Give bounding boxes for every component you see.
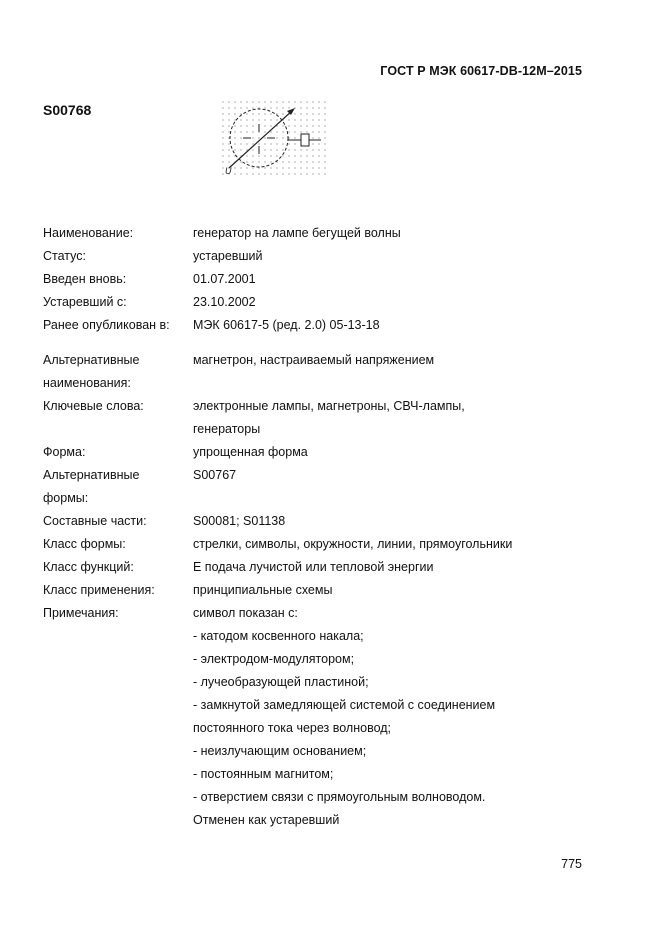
grid-dot: [234, 107, 235, 108]
label-keywords: Ключевые слова:: [43, 399, 144, 413]
grid-dot: [318, 161, 319, 162]
grid-dot: [240, 119, 241, 120]
grid-dot: [282, 149, 283, 150]
grid-dot: [318, 143, 319, 144]
grid-dot: [294, 113, 295, 114]
grid-dot: [240, 173, 241, 174]
grid-dot: [294, 131, 295, 132]
grid-dot: [306, 167, 307, 168]
label-name: Наименование:: [43, 226, 134, 240]
label-alt-names: [43, 349, 193, 395]
grid-dot: [258, 137, 259, 138]
grid-dot: [264, 107, 265, 108]
grid-dot: [294, 155, 295, 156]
grid-dot: [276, 137, 277, 138]
grid-dot: [288, 155, 289, 156]
grid-dot: [246, 173, 247, 174]
grid-dot: [288, 125, 289, 126]
notes-line: - замкнутой замедляющей системой с соединением: [193, 698, 496, 712]
grid-dot: [228, 113, 229, 114]
grid-dot: [240, 143, 241, 144]
grid-dot: [288, 101, 289, 102]
grid-dot: [228, 101, 229, 102]
waveguide-rect: [301, 134, 309, 146]
grid-dot: [282, 137, 283, 138]
grid-dot: [318, 119, 319, 120]
grid-dot: [270, 143, 271, 144]
grid-dot: [282, 107, 283, 108]
grid-dot: [222, 119, 223, 120]
grid-dot: [288, 167, 289, 168]
label-form-class: Класс формы:: [43, 537, 126, 551]
grid-dot: [294, 137, 295, 138]
symbol-code: S00768: [43, 102, 92, 118]
grid-dot: [258, 143, 259, 144]
grid-dot: [228, 131, 229, 132]
notes-line: символ показан с:: [193, 606, 298, 620]
grid-dot: [234, 149, 235, 150]
properties-table: [43, 222, 603, 832]
notes-line: - катодом косвенного накала;: [193, 629, 364, 643]
notes-line: - постоянным магнитом;: [193, 767, 334, 781]
grid-dot: [294, 143, 295, 144]
grid-dot: [246, 113, 247, 114]
row-alt-names: [43, 349, 603, 395]
grid-dot: [288, 143, 289, 144]
grid-dot: [294, 167, 295, 168]
label-alt-forms-line-2: формы:: [43, 491, 89, 505]
label-alt-forms-line-1: Альтернативные: [43, 468, 140, 482]
grid-dot: [282, 155, 283, 156]
grid-dot: [318, 125, 319, 126]
grid-dot: [222, 155, 223, 156]
grid-dot: [240, 149, 241, 150]
grid-dot: [240, 131, 241, 132]
value-application-class: принципиальные схемы: [193, 583, 333, 597]
grid-dot: [318, 173, 319, 174]
grid-dot: [264, 125, 265, 126]
grid-dot: [258, 107, 259, 108]
grid-dot: [294, 125, 295, 126]
grid-dot: [300, 155, 301, 156]
grid-dot: [312, 161, 313, 162]
grid-dot: [324, 131, 325, 132]
grid-dot: [246, 119, 247, 120]
grid-dot: [234, 119, 235, 120]
grid-dot: [258, 173, 259, 174]
grid-dot: [288, 149, 289, 150]
grid-dot: [312, 107, 313, 108]
grid-dot: [222, 113, 223, 114]
grid-dot: [222, 101, 223, 102]
grid-dot: [276, 155, 277, 156]
grid-dot: [288, 119, 289, 120]
grid-dot: [246, 101, 247, 102]
grid-dot: [228, 119, 229, 120]
grid-dot: [264, 173, 265, 174]
grid-dot: [324, 125, 325, 126]
grid-dot: [270, 125, 271, 126]
grid-dot: [276, 143, 277, 144]
grid-dot: [312, 149, 313, 150]
grid-dot: [300, 173, 301, 174]
grid-dot: [234, 131, 235, 132]
notes-line: - электродом-модулятором;: [193, 652, 355, 666]
grid-dot: [306, 155, 307, 156]
grid-dot: [312, 119, 313, 120]
grid-dot: [306, 101, 307, 102]
grid-dot: [294, 119, 295, 120]
notes-line: - отверстием связи с прямоугольным волноводом.: [193, 790, 486, 804]
row-form-class: [43, 533, 603, 556]
grid-dot: [240, 125, 241, 126]
value-previously-published: МЭК 60617-5 (ред. 2.0) 05-13-18: [193, 318, 380, 332]
value-form: упрощенная форма: [193, 445, 308, 459]
grid-dot: [234, 101, 235, 102]
grid-dot: [276, 131, 277, 132]
grid-dot: [252, 155, 253, 156]
grid-dot: [300, 107, 301, 108]
label-notes: Примечания:: [43, 606, 119, 620]
grid-dot: [240, 101, 241, 102]
grid-dot: [312, 143, 313, 144]
grid-dot: [306, 119, 307, 120]
grid-dot: [276, 173, 277, 174]
value-keywords-line-2: генераторы: [193, 422, 261, 436]
grid-dot: [282, 173, 283, 174]
row-previously-published: [43, 314, 603, 337]
row-obsolete-since: [43, 291, 603, 314]
grid-dot: [282, 167, 283, 168]
grid-dot: [246, 167, 247, 168]
grid-dot: [300, 125, 301, 126]
grid-dot: [240, 167, 241, 168]
grid-dot: [318, 131, 319, 132]
grid-dot: [240, 107, 241, 108]
grid-dot: [222, 161, 223, 162]
grid-dot: [276, 113, 277, 114]
label-alt-forms: [43, 464, 193, 510]
grid-dot: [282, 113, 283, 114]
grid-dot: [300, 113, 301, 114]
grid-dot: [252, 149, 253, 150]
grid-dot: [300, 101, 301, 102]
grid-dot: [252, 167, 253, 168]
grid-dot: [324, 149, 325, 150]
grid-dot: [312, 131, 313, 132]
row-name: [43, 222, 603, 245]
grid-dot: [300, 119, 301, 120]
grid-dot: [252, 101, 253, 102]
grid-dot: [234, 125, 235, 126]
grid-dot: [288, 173, 289, 174]
grid-dot: [318, 107, 319, 108]
grid-dot: [246, 149, 247, 150]
grid-dot: [306, 173, 307, 174]
row-parts: [43, 510, 603, 533]
grid-dot: [258, 101, 259, 102]
grid-dot: [324, 137, 325, 138]
grid-dot: [264, 161, 265, 162]
grid-dot: [318, 101, 319, 102]
grid-dot: [222, 173, 223, 174]
grid-dot: [282, 101, 283, 102]
grid-dot: [300, 149, 301, 150]
grid-dot: [318, 113, 319, 114]
grid-dot: [318, 137, 319, 138]
grid-dot: [264, 167, 265, 168]
grid-dot: [270, 113, 271, 114]
grid-dot: [300, 161, 301, 162]
grid-dot: [258, 113, 259, 114]
label-previously-published: Ранее опубликован в:: [43, 318, 170, 332]
grid-dot: [234, 113, 235, 114]
grid-dot: [264, 137, 265, 138]
grid-dot: [288, 137, 289, 138]
grid-dot: [222, 149, 223, 150]
grid-dot: [282, 161, 283, 162]
grid-dot: [246, 131, 247, 132]
grid-dot: [312, 167, 313, 168]
row-notes: [43, 602, 603, 832]
grid-dot: [312, 125, 313, 126]
grid-dot: [294, 161, 295, 162]
grid-dot: [318, 155, 319, 156]
standard-title: ГОСТ Р МЭК 60617-DB-12M–2015: [380, 64, 582, 78]
grid-dot: [276, 107, 277, 108]
grid-dot: [324, 101, 325, 102]
grid-dot: [282, 131, 283, 132]
value-notes: [193, 602, 603, 832]
grid-dot: [246, 107, 247, 108]
grid-dot: [324, 119, 325, 120]
grid-dot: [228, 161, 229, 162]
grid-dot: [234, 173, 235, 174]
grid-dot: [228, 143, 229, 144]
grid-dot: [324, 143, 325, 144]
grid-dot: [294, 149, 295, 150]
page-number: 775: [561, 857, 582, 871]
grid-dot: [234, 137, 235, 138]
grid-dot: [282, 143, 283, 144]
value-keywords-line-1: электронные лампы, магнетроны, СВЧ-лампы,: [193, 399, 465, 413]
grid-dot: [276, 101, 277, 102]
grid-dot: [270, 155, 271, 156]
value-name: генератор на лампе бегущей волны: [193, 226, 401, 240]
grid-dot: [258, 167, 259, 168]
grid-dot: [306, 125, 307, 126]
notes-line: - лучеобразующей пластиной;: [193, 675, 369, 689]
grid-dot: [270, 107, 271, 108]
grid-dot: [222, 125, 223, 126]
grid-dot: [222, 167, 223, 168]
grid-dot: [294, 101, 295, 102]
grid-dot: [264, 119, 265, 120]
grid-dot: [270, 119, 271, 120]
grid-dot: [222, 107, 223, 108]
grid-dot: [252, 113, 253, 114]
grid-dot: [258, 119, 259, 120]
grid-dot: [270, 149, 271, 150]
grid-dot: [228, 107, 229, 108]
value-alt-forms: S00767: [193, 468, 237, 482]
grid-dot: [306, 161, 307, 162]
grid-dot: [264, 113, 265, 114]
grid-dot: [288, 107, 289, 108]
grid-dot: [294, 173, 295, 174]
grid-dot: [318, 149, 319, 150]
tuning-arrow-line: [229, 110, 293, 168]
grid-dot: [324, 161, 325, 162]
grid-dot: [222, 131, 223, 132]
grid-dot: [318, 167, 319, 168]
label-obsolete-since: Устаревший с:: [43, 295, 127, 309]
grid-dot: [222, 137, 223, 138]
grid-dot: [312, 173, 313, 174]
grid-dot: [300, 167, 301, 168]
grid-dot: [270, 161, 271, 162]
grid-dot: [246, 161, 247, 162]
row-introduced: [43, 268, 603, 291]
value-obsolete-since: 23.10.2002: [193, 295, 256, 309]
grid-dot: [258, 161, 259, 162]
grid-dot: [306, 107, 307, 108]
grid-dot: [324, 167, 325, 168]
grid-dot: [228, 155, 229, 156]
grid-dot: [246, 143, 247, 144]
grid-dot: [240, 161, 241, 162]
grid-dot: [264, 143, 265, 144]
value-alt-names: магнетрон, настраиваемый напряжением: [193, 353, 435, 367]
notes-line: Отменен как устаревший: [193, 813, 340, 827]
value-introduced: 01.07.2001: [193, 272, 256, 286]
grid-dot: [288, 161, 289, 162]
grid-dot: [270, 131, 271, 132]
row-form: [43, 441, 603, 464]
grid-dot: [252, 173, 253, 174]
grid-dot: [252, 161, 253, 162]
grid-dot: [306, 113, 307, 114]
grid-dot: [270, 101, 271, 102]
notes-line: постоянного тока через волновод;: [193, 721, 392, 735]
grid-dot: [252, 119, 253, 120]
symbol-figure: [221, 100, 327, 180]
grid-dot: [270, 173, 271, 174]
grid-dot: [252, 137, 253, 138]
value-keywords: [193, 395, 603, 441]
row-function-class: [43, 556, 603, 579]
grid-dot: [258, 155, 259, 156]
grid-dot: [300, 131, 301, 132]
label-form: Форма:: [43, 445, 86, 459]
grid-dot: [276, 167, 277, 168]
grid-dot: [324, 155, 325, 156]
grid-dot: [270, 167, 271, 168]
row-application-class: [43, 579, 603, 602]
grid-dot: [276, 149, 277, 150]
grid-dot: [252, 131, 253, 132]
grid-dot: [324, 113, 325, 114]
grid-dot: [234, 143, 235, 144]
label-alt-names-line-2: наименования:: [43, 376, 131, 390]
grid-dot: [312, 113, 313, 114]
grid-dot: [264, 101, 265, 102]
row-keywords: [43, 395, 603, 441]
notes-line: - неизлучающим основанием;: [193, 744, 367, 758]
grid-dot: [282, 125, 283, 126]
grid-dot: [240, 137, 241, 138]
grid-dot: [222, 143, 223, 144]
grid-dot: [246, 155, 247, 156]
grid-dot: [252, 107, 253, 108]
value-function-class: E подача лучистой или тепловой энергии: [193, 560, 434, 574]
grid-dot: [252, 143, 253, 144]
row-alt-forms: [43, 464, 603, 510]
grid-dot: [324, 173, 325, 174]
grid-dot: [228, 137, 229, 138]
grid-dot: [228, 125, 229, 126]
label-application-class: Класс применения:: [43, 583, 155, 597]
grid-dot: [312, 155, 313, 156]
label-introduced: Введен вновь:: [43, 272, 127, 286]
label-status: Статус:: [43, 249, 86, 263]
grid-dot: [252, 125, 253, 126]
label-parts: Составные части:: [43, 514, 147, 528]
grid-dot: [312, 101, 313, 102]
label-alt-names-line-1: Альтернативные: [43, 353, 140, 367]
grid-dot: [276, 119, 277, 120]
value-parts: S00081; S01138: [193, 514, 286, 528]
grid-dot: [288, 131, 289, 132]
grid-dot: [264, 131, 265, 132]
grid-dot: [264, 149, 265, 150]
figure-label-u: U: [225, 166, 232, 176]
value-status: устаревший: [193, 249, 263, 263]
grid-dot: [234, 167, 235, 168]
value-form-class: стрелки, символы, окружности, линии, прямоугольники: [193, 537, 513, 551]
grid-dot: [324, 107, 325, 108]
label-function-class: Класс функций:: [43, 560, 134, 574]
grid-dot: [228, 149, 229, 150]
grid-dot: [246, 125, 247, 126]
grid-dot: [306, 131, 307, 132]
row-status: [43, 245, 603, 268]
grid-dot: [306, 149, 307, 150]
grid-dot: [264, 155, 265, 156]
grid-dot: [312, 137, 313, 138]
